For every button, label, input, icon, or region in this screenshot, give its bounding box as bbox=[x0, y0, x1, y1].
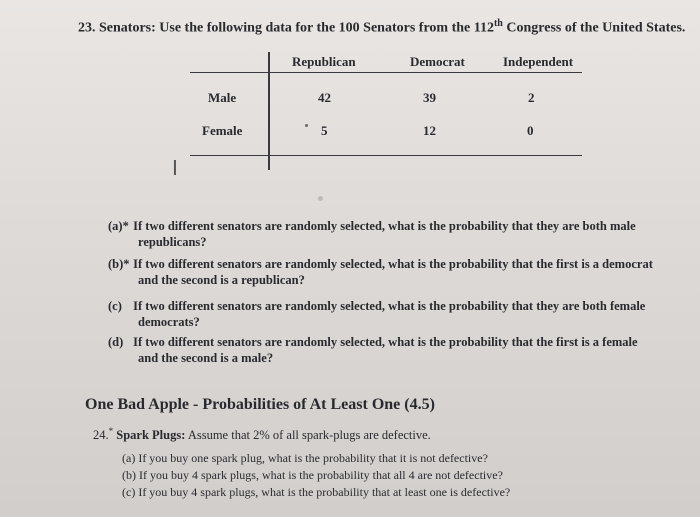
text-cursor-icon: I bbox=[172, 156, 178, 180]
subquestion-text-cont: and the second is a republican? bbox=[138, 273, 305, 287]
section-title: One Bad Apple - Probabilities of At Least One (4.5) bbox=[85, 396, 435, 413]
problem-title-text: Assume that 2% of all spark-plugs are defective. bbox=[187, 428, 431, 443]
problem-23-heading bbox=[78, 18, 688, 37]
row-label-female: Female bbox=[202, 123, 243, 138]
column-header-republican: Republican bbox=[292, 54, 356, 69]
problem-title-text: Use the following data for the 100 Senators from the 112 bbox=[159, 20, 494, 36]
table-cell: 2 bbox=[528, 90, 535, 105]
subquestion-text-cont: democrats? bbox=[138, 315, 200, 329]
problem-title-end: Congress of the United States. bbox=[506, 20, 686, 36]
table-cell: 0 bbox=[527, 123, 534, 138]
subquestion-a bbox=[108, 218, 678, 250]
table-vertical-rule bbox=[268, 52, 270, 170]
table-cell: 5 bbox=[321, 123, 328, 138]
problem-number: 24. bbox=[93, 428, 109, 443]
problem-title-bold: Spark Plugs: bbox=[116, 428, 186, 443]
list-item: (c) If you buy 4 spark plugs, what is the probability that at least one is defective? bbox=[122, 485, 511, 499]
page-smudge bbox=[318, 196, 323, 201]
subquestion-text-cont: and the second is a male? bbox=[138, 351, 274, 365]
column-header-independent: Independent bbox=[503, 54, 574, 69]
row-label-male: Male bbox=[208, 90, 237, 105]
table-cell: 39 bbox=[423, 90, 436, 105]
senators-table bbox=[190, 52, 582, 170]
subquestion-b bbox=[108, 256, 678, 288]
subquestion-d bbox=[108, 334, 678, 366]
list-item: (a) If you buy one spark plug, what is the probability that it is not defective? bbox=[122, 451, 488, 465]
subquestion-text: If two different senators are randomly selected, what is the probability that they are both female bbox=[133, 299, 646, 313]
star-marker: * bbox=[108, 426, 114, 436]
subquestion-text: If two different senators are randomly selected, what is the probability that they are both male bbox=[133, 219, 636, 233]
problem-number: 23. bbox=[78, 20, 96, 36]
subquestion-label: (b)* bbox=[108, 257, 130, 271]
subquestion-text-cont: republicans? bbox=[138, 235, 207, 249]
list-item: (b) If you buy 4 spark plugs, what is the probability that all 4 are not defective? bbox=[122, 468, 503, 482]
subquestion-label: (d) bbox=[108, 335, 124, 349]
superscript: th bbox=[493, 18, 503, 29]
problem-24-heading bbox=[93, 426, 431, 443]
subquestion-text: If two different senators are randomly selected, what is the probability that the first is a democrat bbox=[133, 257, 653, 271]
ink-dot bbox=[305, 124, 308, 127]
subquestion-c bbox=[108, 298, 678, 330]
subquestion-label: (a)* bbox=[108, 219, 129, 233]
table-header-rule bbox=[190, 72, 582, 73]
problem-24-items bbox=[122, 450, 510, 501]
table-cell: 12 bbox=[423, 123, 436, 138]
subquestion-text: If two different senators are randomly selected, what is the probability that the first is a female bbox=[133, 335, 638, 349]
subquestion-label: (c) bbox=[108, 299, 122, 313]
problem-title-bold: Senators: bbox=[99, 20, 156, 36]
table-bottom-rule bbox=[190, 155, 582, 156]
column-header-democrat: Democrat bbox=[410, 54, 465, 69]
table-cell: 42 bbox=[318, 90, 331, 105]
